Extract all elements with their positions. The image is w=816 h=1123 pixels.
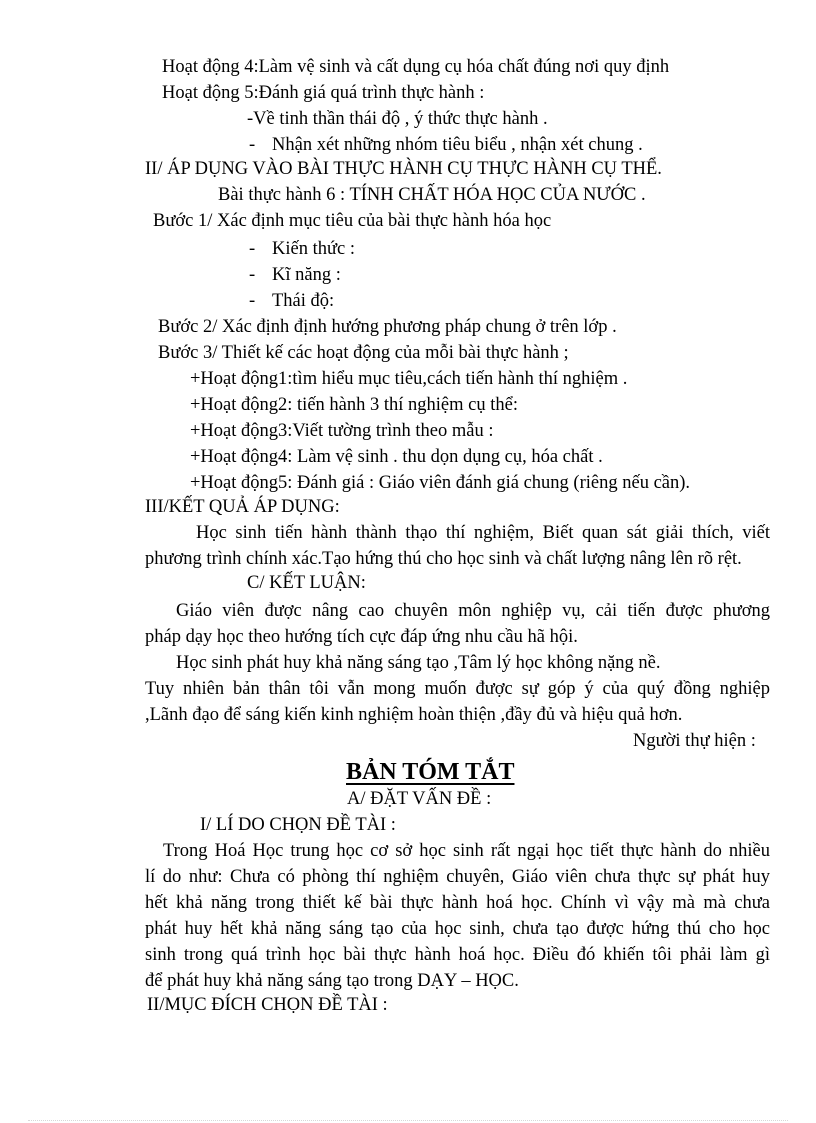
activity-item: +Hoạt động4: Làm vệ sinh . thu dọn dụng cụ, hóa chất . <box>190 447 603 467</box>
attitude-line: -Về tinh thần thái độ , ý thức thực hành . <box>247 109 548 129</box>
conclusion-paragraph-line: Giáo viên được nâng cao chuyên môn nghiệp vụ, cải tiến được phương <box>176 601 770 621</box>
activity-4-line: Hoạt động 4:Làm vệ sinh và cất dụng cụ hóa chất đúng nơi quy định <box>162 57 670 77</box>
purpose-heading: II/MỤC ĐÍCH CHỌN ĐỀ TÀI : <box>147 995 388 1015</box>
result-paragraph-line: Học sinh tiến hành thành thạo thí nghiệm, Biết quan sát giải thích, viết <box>196 523 770 543</box>
signature-label: Người thự hiện : <box>633 731 756 751</box>
summary-paragraph-line: sinh trong quá trình học bài thực hành hoá học. Điều đó khiến tôi phải làm gì <box>145 945 770 965</box>
step-2-line: Bước 2/ Xác định định hướng phương pháp chung ở trên lớp . <box>158 317 617 337</box>
step-1-line: Bước 1/ Xác định mục tiêu của bài thực hành hóa học <box>153 211 552 231</box>
activity-item: +Hoạt động5: Đánh giá : Giáo viên đánh giá chung (riêng nếu cần). <box>190 473 691 493</box>
reason-heading: I/ LÍ DO CHỌN ĐỀ TÀI : <box>200 815 396 835</box>
goal-knowledge: Kiến thức : <box>272 239 355 259</box>
conclusion-paragraph-line: pháp dạy học theo hướng tích cực đáp ứng nhu cầu hã hội. <box>145 627 578 647</box>
result-paragraph-line: phương trình chính xác.Tạo hứng thú cho học sinh và chất lượng nâng lên rõ rệt. <box>145 549 742 569</box>
bullet-dash: - <box>249 239 256 259</box>
bullet-dash: - <box>249 265 256 285</box>
summary-paragraph-line: hết khả năng trong thiết kế bài thực hành hoá học. Chính vì vậy mà mà chưa <box>145 893 770 913</box>
goal-attitude: Thái độ: <box>272 291 335 311</box>
goal-skill: Kĩ năng : <box>272 265 341 285</box>
activity-item: +Hoạt động2: tiến hành 3 thí nghiệm cụ thể: <box>190 395 518 415</box>
conclusion-paragraph-line: ,Lãnh đạo để sáng kiến kinh nghiệm hoàn thiện ,đầy đủ và hiệu quả hơn. <box>145 705 683 725</box>
bullet-dash: - <box>249 135 256 155</box>
summary-title: BẢN TÓM TẮT <box>346 759 515 785</box>
activity-item: +Hoạt động3:Viết tường trình theo mẫu : <box>190 421 494 441</box>
section-a-heading: A/ ĐẶT VẤN ĐỀ : <box>347 789 492 809</box>
section-3-heading: III/KẾT QUẢ ÁP DỤNG: <box>145 497 340 517</box>
summary-paragraph-line: Trong Hoá Học trung học cơ sở học sinh rất ngại học tiết thực hành do nhiều <box>163 841 770 861</box>
conclusion-heading: C/ KẾT LUẬN: <box>247 573 366 593</box>
summary-paragraph-line: để phát huy khả năng sáng tạo trong DẠY – HỌC. <box>145 971 519 991</box>
lesson-title: Bài thực hành 6 : TÍNH CHẤT HÓA HỌC CỦA NƯỚC . <box>218 185 646 205</box>
section-2-heading: II/ ÁP DỤNG VÀO BÀI THỰC HÀNH CỤ THỰC HÀNH CỤ THỂ. <box>145 159 662 179</box>
step-3-line: Bước 3/ Thiết kế các hoạt động của mỗi bài thực hành ; <box>158 343 569 363</box>
summary-paragraph-line: lí do như: Chưa có phòng thí nghiệm chuyên, Giáo viên chưa thực sự phát huy <box>145 867 770 887</box>
summary-paragraph-line: phát huy hết khả năng sáng tạo của học sinh, chưa tạo được hứng thú cho học <box>145 919 770 939</box>
page-bottom-divider <box>28 1120 788 1121</box>
conclusion-paragraph-line: Học sinh phát huy khả năng sáng tạo ,Tâm lý học không nặng nề. <box>176 653 661 673</box>
bullet-dash: - <box>249 291 256 311</box>
activity-item: +Hoạt động1:tìm hiểu mục tiêu,cách tiến hành thí nghiệm . <box>190 369 628 389</box>
comment-line: Nhận xét những nhóm tiêu biểu , nhận xét chung . <box>272 135 643 155</box>
conclusion-paragraph-line: Tuy nhiên bản thân tôi vẫn mong muốn được sự góp ý của quý đồng nghiệp <box>145 679 770 699</box>
activity-5-line: Hoạt động 5:Đánh giá quá trình thực hành : <box>162 83 485 103</box>
